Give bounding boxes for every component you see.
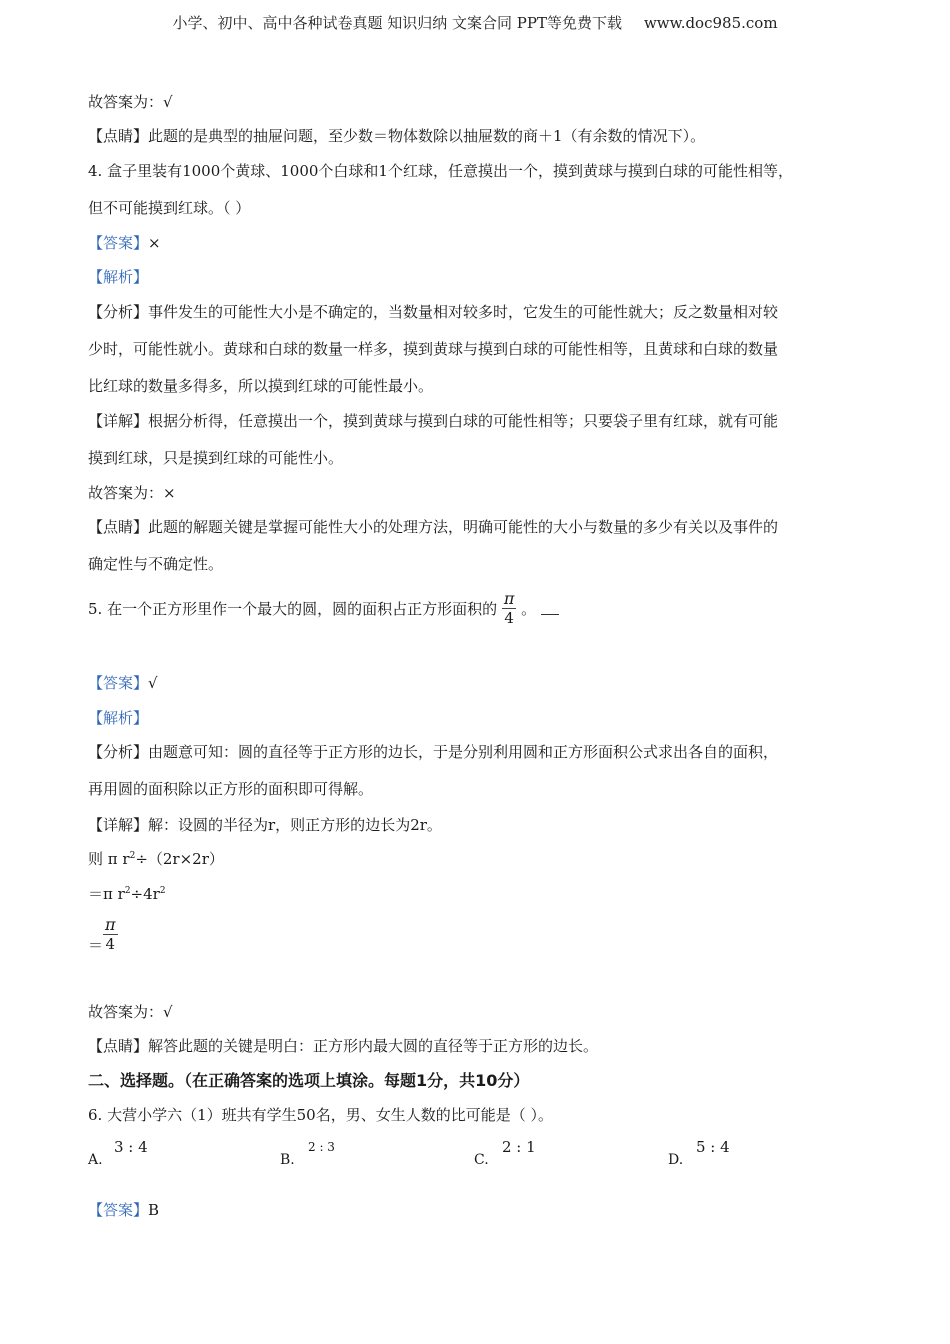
calc-text: ÷（2r×2r）: [135, 850, 224, 868]
option-letter: A.: [88, 1152, 103, 1168]
answer-tag: 【答案】: [88, 1201, 149, 1219]
q5-stem: [88, 590, 559, 627]
calc-text: ÷4r: [130, 885, 160, 903]
fenxi-text: 由题意可知：圆的直径等于正方形的边长，于是分别利用圆和正方形面积公式求出各自的面积，: [148, 743, 779, 761]
dianjing-text: 解答此题的关键是明白：正方形内最大圆的直径等于正方形的边长。: [148, 1037, 599, 1055]
xiangjie-tag: 【详解】: [88, 412, 149, 430]
option-letter: D.: [668, 1152, 684, 1168]
q5-fenxi-line1: [88, 741, 778, 762]
answer-tag: 【答案】: [88, 674, 149, 692]
q4-stem-line2: 但不可能摸到红球。（ ）: [88, 199, 251, 217]
dianjing-tag: 【点睛】: [88, 1037, 149, 1055]
option-value: 5 : 4: [696, 1138, 730, 1156]
answer-tag: 【答案】: [88, 234, 149, 252]
calc-text: ＝π r: [88, 885, 125, 903]
q5-calc-step3: [88, 916, 118, 956]
q4-fenxi-line2: 少时，可能性就小。黄球和白球的数量一样多，摸到黄球与摸到白球的可能性相等，且黄球和白球的数量: [88, 340, 779, 358]
q5-final-answer: 故答案为：√: [88, 1003, 173, 1021]
xiangjie-text: 根据分析得，任意摸出一个，摸到黄球与摸到白球的可能性相等；只要袋子里有红球，就有可能: [148, 412, 779, 430]
answer-value: ×: [148, 234, 161, 252]
fraction-denominator: 4: [105, 935, 116, 953]
calc-fraction: [103, 916, 118, 953]
answer-value: B: [148, 1201, 160, 1219]
dianjing-text: 此题的是典型的抽屉问题，至少数＝物体数除以抽屉数的商＋1（有余数的情况下）。: [148, 127, 706, 145]
dianjing-tag: 【点睛】: [88, 127, 149, 145]
q5-calc-step1: [88, 848, 224, 869]
xiangjie-tag: 【详解】: [88, 816, 149, 834]
dianjing-text: 此题的解题关键是掌握可能性大小的处理方法，明确可能性的大小与数量的多少有关以及事件的: [148, 518, 779, 536]
exponent: 2: [124, 886, 131, 896]
fraction-numerator: π: [105, 915, 116, 934]
fenxi-tag: 【分析】: [88, 303, 149, 321]
option-letter: B.: [280, 1152, 295, 1168]
equals-sign: ＝: [88, 936, 104, 955]
calc-text: 则 π r: [88, 850, 130, 868]
fenxi-tag: 【分析】: [88, 743, 149, 761]
fenxi-text: 事件发生的可能性大小是不确定的，当数量相对较多时，它发生的可能性就大；反之数量相对较: [148, 303, 779, 321]
q4-dianjing-line2: 确定性与不确定性。: [88, 555, 224, 573]
q5-xiangjie: [88, 814, 442, 835]
exponent: 2: [129, 851, 136, 861]
q4-answer: [88, 232, 161, 253]
q5-jiexi-tag: 【解析】: [88, 709, 149, 727]
q6-answer: [88, 1199, 159, 1220]
q3-dianjing: [88, 125, 705, 146]
q4-jiexi-tag: 【解析】: [88, 268, 149, 286]
answer-blank[interactable]: [541, 600, 559, 615]
q5-dianjing: [88, 1035, 598, 1056]
option-letter: C.: [474, 1152, 489, 1168]
q5-fraction: [502, 590, 517, 627]
q4-stem-line1: 4. 盒子里装有1000个黄球、1000个白球和1个红球，任意摸出一个，摸到黄球与摸到白球的可能性相等，: [88, 162, 793, 180]
header-url[interactable]: www.doc985.com: [643, 14, 778, 32]
option-value: 2 : 3: [308, 1140, 335, 1154]
q4-xiangjie-line2: 摸到红球，只是摸到红球的可能性小。: [88, 449, 344, 467]
xiangjie-text: 解：设圆的半径为r，则正方形的边长为2r。: [148, 816, 442, 834]
q3-answer-line: 故答案为：√: [88, 93, 173, 111]
q5-answer: [88, 672, 158, 693]
header-text: 小学、初中、高中各种试卷真题 知识归纳 文案合同 PPT等免费下载: [172, 14, 622, 32]
q4-dianjing-line1: [88, 516, 778, 537]
q4-xiangjie-line1: [88, 410, 778, 431]
fraction-numerator: π: [503, 589, 515, 608]
option-value: 3 : 4: [114, 1138, 148, 1156]
section-title: 二、选择题。（在正确答案的选项上填涂。每题1分，共10分）: [88, 1071, 530, 1090]
q4-final-answer: 故答案为：×: [88, 484, 176, 502]
q5-stem-end: 。: [521, 600, 537, 618]
exponent: 2: [159, 886, 166, 896]
q5-calc-step2: [88, 883, 166, 904]
fraction-denominator: 4: [504, 609, 514, 627]
answer-value: √: [148, 674, 158, 692]
page-header: [0, 12, 950, 33]
q5-stem-text: 5. 在一个正方形里作一个最大的圆，圆的面积占正方形面积的: [88, 600, 498, 618]
q4-fenxi-line1: [88, 301, 778, 322]
q4-fenxi-line3: 比红球的数量多得多，所以摸到红球的可能性最小。: [88, 377, 434, 395]
option-value: 2 : 1: [502, 1138, 536, 1156]
q5-fenxi-line2: 再用圆的面积除以正方形的面积即可得解。: [88, 780, 374, 798]
q6-stem: 6. 大营小学六（1）班共有学生50名，男、女生人数的比可能是（ ）。: [88, 1106, 553, 1124]
dianjing-tag: 【点睛】: [88, 518, 149, 536]
